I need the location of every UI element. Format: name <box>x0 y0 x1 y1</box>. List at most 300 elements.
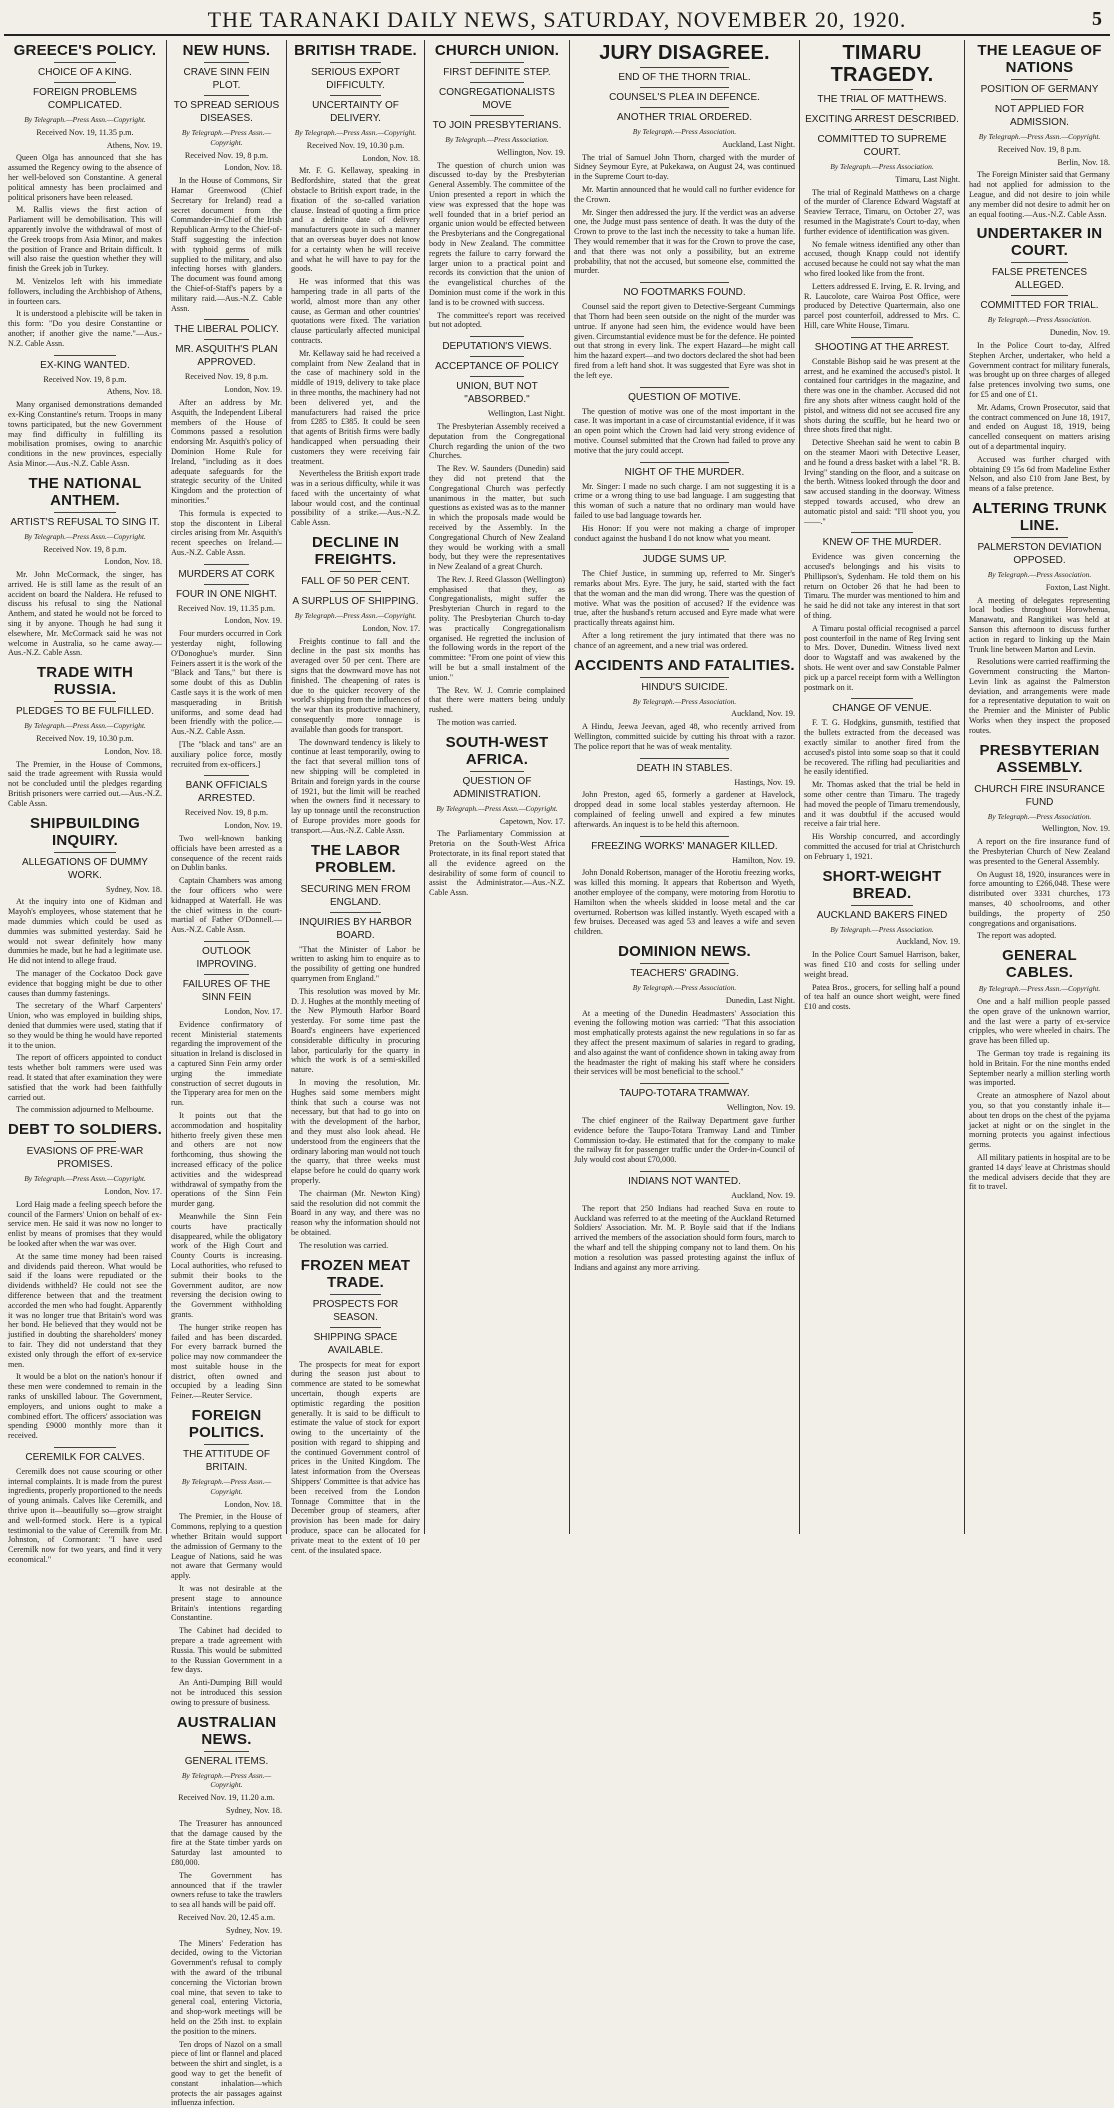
news-article <box>574 836 795 937</box>
article-subheading: EVASIONS OF PRE-WAR PROMISES. <box>26 1146 144 1171</box>
article-paragraph: Dunedin, Nov. 19. <box>1049 328 1110 338</box>
article-headline: SOUTH-WEST AFRICA. <box>445 733 549 768</box>
divider-rule <box>330 879 382 880</box>
article-subheading: FALSE PRETENCES ALLEGED. <box>991 267 1088 292</box>
divider-rule <box>204 339 248 340</box>
article-paragraph: Evidence confirmatory of recent Ministerial statements regarding the improvement of the situation in Ireland is disclosed in a captured Sinn Fein army order urging the immediate construction of secret dugouts in the Tipperary area for men on the run. <box>171 1019 282 1108</box>
article-paragraph: Wellington, Nov. 19. <box>496 147 565 157</box>
article-paragraph: In the Police Court to-day, Alfred Stephen Archer, undertaker, who held a Government contract for military funerals, was brought up on three charges of alleged false pretences involving two sums, one for £5 and one of £1. <box>969 340 1110 399</box>
article-subheading: CHANGE OF VENUE. <box>832 703 932 715</box>
article-paragraph: Capetown, Nov. 17. <box>499 816 565 826</box>
article-paragraph: Detective Sheehan said he went to cabin B on the steamer Maori with Detective Leaser, and he found a dress basket with a label "R. B. Irving" standing on the floor, and a suitcase on the berth. Witness looked through the door and saw accused standing in the doorway. Witness stepped towards accused, who drew an automatic pistol and said: "I'll shoot you, you——." <box>804 438 960 526</box>
article-subheading: CONGREGATIONALISTS MOVE <box>439 87 555 111</box>
article-paragraph: Auckland, Nov. 19. <box>896 937 960 947</box>
article-paragraph: The downward tendency is likely to continue at least temporarily, owing to the fact that several million tons of new shipping will be completed in Britain and foreign yards in the course of 1921, but the limit will be reached when the owners find it necessary to lay up tonnage until the reconstruction of Europe provides more goods for transport.—Aus.-N.Z. Cable Assn. <box>291 737 420 835</box>
divider-rule <box>640 549 728 550</box>
article-headline: BRITISH TRADE. <box>294 42 417 59</box>
article-subheading: KNEW OF THE MURDER. <box>822 537 942 549</box>
article-paragraph: The Presbyterian Assembly received a deputation from the Congregational Church regarding the union of the two Churches. <box>429 421 565 461</box>
article-paragraph: London, Nov. 17. <box>104 1186 162 1196</box>
divider-rule <box>640 963 728 964</box>
divider-rule <box>54 701 116 702</box>
divider-rule <box>1011 779 1067 780</box>
divider-rule <box>54 82 116 83</box>
article-subheading: FOREIGN PROBLEMS COMPLICATED. <box>33 87 137 111</box>
news-article <box>574 943 795 1077</box>
article-paragraph: The trial of Samuel John Thorn, charged with the murder of Sidney Seymour Eyre, at Pukekawa, on August 24, was continued in the Supreme Court to-day. <box>574 152 795 182</box>
article-paragraph: By Telegraph.—Press Association. <box>830 162 934 171</box>
article-headline: SHIPBUILDING INQUIRY. <box>30 814 140 849</box>
divider-rule <box>54 62 116 63</box>
article-paragraph: It would be a blot on the nation's honour if these men were condemned to remain in the ranks of unskilled labour. The Government, employers, and unions ought to make a combined effort. The officers' association was spending £9000 monthly more than it received. <box>8 1372 162 1441</box>
article-subheading: PROSPECTS FOR SEASON. <box>312 1298 399 1323</box>
article-paragraph: The Treasurer has announced that the damage caused by the fire at the State timber yards on Saturday last amounted to £80,000. <box>171 1818 282 1867</box>
article-paragraph: Received Nov. 20, 12.45 a.m. <box>177 1912 275 1922</box>
article-paragraph: Accused was further charged with obtaining £9 15s 6d from Madeline Esther Nelson, and also £10 from Jane Best, by means of a false pretence. <box>969 454 1110 494</box>
article-headline: TRADE WITH RUSSIA. <box>36 664 134 699</box>
divider-rule <box>640 387 728 388</box>
article-subheading: SHIPPING SPACE AVAILABLE. <box>313 1331 398 1356</box>
article-paragraph: Athens, Nov. 19. <box>106 140 162 150</box>
article-headline: DEBT TO SOLDIERS. <box>8 1121 162 1139</box>
article-paragraph: Received Nov. 19, 8 p.m. <box>184 808 269 818</box>
article-paragraph: Letters addressed E. Irving, E. R. Irving, and R. Laucolote, care Wairoa Post Office, were produced by Detective Quartermain, also one parcel post counterfoil, addressed to Mrs. C. Hill, care White House, Timaru. <box>804 281 960 330</box>
article-subheading: INQUIRIES BY HARBOR BOARD. <box>299 916 412 941</box>
news-article <box>8 815 162 1116</box>
divider-rule <box>1011 99 1067 100</box>
article-paragraph: M. Venizelos left with his immediate followers, including the Archbishop of Athens, in fourteen cars. <box>8 276 162 306</box>
article-paragraph: Sydney, Nov. 18. <box>105 884 162 894</box>
article-subheading: NIGHT OF THE MURDER. <box>624 466 745 478</box>
article-subheading: UNCERTAINTY OF DELIVERY. <box>312 100 399 124</box>
article-paragraph: This formula is expected to stop the discontent in Liberal circles arising from Mr. Asquith's recent speeches on Ireland.—Aus.-N.Z. Cable Assn. <box>171 508 282 557</box>
article-paragraph: In the House of Commons, Sir Hamar Greenwood (Chief Secretary for Ireland) read a secret document from the Commander-in-Chief of the Irish Republican Army to the Chief-of-Staff suggesting the infection with typhoid germs of milk supplied to the military, and also infecting horses with glanders. The document was found among the Chief-of-Staff's papers by a military raid.—Aus.-N.Z. Cable Assn. <box>171 176 282 313</box>
article-paragraph: By Telegraph.—Press Assn.—Copyright. <box>181 1477 272 1496</box>
article-paragraph: Mr. Adams, Crown Prosecutor, said that the contract commenced on June 18, 1917, and ended on August 18, 1919, being cancelled consequent on matters arising out of a departmental inquiry. <box>969 402 1110 451</box>
news-column <box>287 40 425 1555</box>
news-article <box>171 42 282 313</box>
article-paragraph: A meeting of delegates representing local bodies throughout Horowhenua, Manawatu, and Rangitikei was held at Sanson this afternoon to discuss further action in regard to linking up the Main Trunk line between Marton and Levin. <box>969 595 1110 654</box>
article-paragraph: The Chief Justice, in summing up, referred to Mr. Singer's remarks about Mrs. Eyre. The jury, he said, started with the fact that the woman and the man did wrong. There was the question of motive. What was the position of accused? If the evidence was true, after the husband's return accused and Eyre made what were practically threats against him. <box>574 569 795 628</box>
article-paragraph: His Worship concurred, and accordingly committed the accused for trial at Christchurch on February 1, 1921. <box>804 832 960 861</box>
divider-rule <box>640 758 728 759</box>
article-paragraph: Ceremilk does not cause scouring or other internal complaints. It is made from the purest ingredients, properly proportioned to the needs of young animals. Calves like Ceremilk, and thrive upon it—beautifully so—grow straight and well-formed stock. Here is a typical testimonial to the value of Ceremilk from Mr. Johnston, of Cormorant: "I have used Ceremilk now for two years, and find it very economical." <box>8 1466 162 1565</box>
news-article <box>969 947 1110 1192</box>
article-paragraph: Mr. Martin announced that he would call no further evidence for the Crown. <box>574 184 795 204</box>
article-paragraph: The German toy trade is regaining its hold in Britain. For the nine months ended September nearly a million sterling worth was imported. <box>969 1049 1110 1088</box>
divider-rule <box>470 115 524 116</box>
article-paragraph: Berlin, Nov. 18. <box>1057 157 1110 167</box>
article-paragraph: By Telegraph.—Press Assn.—Copyright. <box>24 531 146 541</box>
article-subheading: COUNSEL'S PLEA IN DEFENCE. <box>609 92 760 103</box>
news-article <box>804 532 960 692</box>
article-paragraph: The chief engineer of the Railway Department gave further evidence before the Taupo-Totara Tramway Land and Timber Commission to-day. He estimated that for the company to make the railway fit for passenger traffic under the Order-in-Council of July would cost about £70,000. <box>574 1115 795 1165</box>
article-subheading: AUCKLAND BAKERS FINED <box>816 909 948 921</box>
article-paragraph: By Telegraph.—Press Association. <box>987 315 1092 325</box>
article-paragraph: Received Nov. 19, 8 p.m. <box>184 150 269 160</box>
article-headline: FOREIGN POLITICS. <box>188 1407 265 1442</box>
article-paragraph: It is understood a plebiscite will be taken in this form: "Do you desire Constantine or another; if another give the name."—Aus.-N.Z. Cable Assn. <box>8 309 162 348</box>
article-paragraph: By Telegraph.—Press Association. <box>632 983 737 993</box>
article-subheading: THE TRIAL OF MATTHEWS. <box>817 94 947 105</box>
page-number: 5 <box>1092 8 1102 30</box>
divider-rule <box>640 1171 728 1172</box>
article-paragraph: F. T. G. Hodgkins, gunsmith, testified that the bullets extracted from the deceased was exactly similar to another fired from the accused's pistol into some soap so that it could be recovered. The rifling had peculiarities and he easily identified. <box>804 718 960 777</box>
divider-rule <box>204 1751 248 1752</box>
article-paragraph: The report was adopted. <box>977 931 1057 941</box>
article-paragraph: After an address by Mr. Asquith, the Independent Liberal members of the House of Commons passed a resolution endorsing Mr. Asquith's policy of Dominion Home Rule for Ireland, "including as it does adequate safeguards for the strategic security of the United Kingdom and the protection of minorities." <box>171 397 282 505</box>
divider-rule <box>204 95 248 96</box>
divider-rule <box>204 974 248 975</box>
article-paragraph: A Timaru postal official recognised a parcel post counterfoil in the name of Reg Irving sent to Mrs. Dover, Dunedin. Witness lived next door to Wagstaff and was awakened by the shots. He went over and saw Constable Palmer pick up a parcel receipt form with a Wellington postmark on it. <box>804 623 960 692</box>
article-headline: UNDERTAKER IN COURT. <box>976 225 1103 260</box>
divider-rule <box>640 67 728 68</box>
news-article <box>291 42 420 528</box>
article-paragraph: Received Nov. 19, 8 p.m. <box>997 144 1082 154</box>
article-paragraph: Received Nov. 19, 8 p.m. <box>184 372 269 382</box>
article-subheading: END OF THE THORN TRIAL. <box>618 72 751 83</box>
article-subheading: THE ATTITUDE OF BRITAIN. <box>182 1449 271 1474</box>
article-paragraph: M. Rallis views the first action of Parliament will be demobilisation. This will apparently involve the withdrawal of most of the Greek troops from Asia Minor, and makes the position of France and Britain difficult. It will also raise the question whether they will finish the Greek job in Turkey. <box>8 205 162 274</box>
article-subheading: DEPUTATION'S VIEWS. <box>442 341 552 353</box>
article-headline: CHURCH UNION. <box>434 42 560 59</box>
divider-rule <box>204 564 248 565</box>
article-subheading: EXCITING ARREST DESCRIBED. <box>805 114 959 125</box>
news-article <box>969 500 1110 736</box>
divider-rule <box>204 319 248 320</box>
article-subheading: QUESTION OF MOTIVE. <box>628 391 741 403</box>
article-subheading: GENERAL ITEMS. <box>184 1755 269 1767</box>
article-subheading: NO FOOTMARKS FOUND. <box>623 287 746 299</box>
article-paragraph: The Foreign Minister said that Germany had not applied for admission to the League, and did not desire to join while any member did not desire to admit her on an equal footing.—Aus.-N.Z. Cable Assn. <box>969 170 1110 219</box>
article-subheading: POSITION OF GERMANY <box>980 84 1099 95</box>
columns-container <box>4 40 1110 2108</box>
article-paragraph: Resolutions were carried reaffirming the Government constructing the Marton-Levin link as against the Palmerston deviation, and arrangements were made for a representative deputation to wait on the Premier and the Minister of Public Works when they inspect the proposed routes. <box>969 657 1110 735</box>
article-paragraph: Many organised demonstrations demanded ex-King Constantine's return. Troops in many towns participated, but the new Government may find difficulty in fulfilling its mobilisation promises, owing to anarchic conditions in the new provinces, especially Asia Minor.—Aus.-N.Z. Cable Assn. <box>8 400 162 468</box>
article-subheading: COMMITTED TO SUPREME COURT. <box>817 134 947 158</box>
news-article <box>171 1714 282 2108</box>
article-paragraph: Athens, Nov. 18. <box>106 387 162 397</box>
news-column <box>570 40 800 1534</box>
news-article <box>574 758 795 830</box>
article-paragraph: Patea Bros., grocers, for selling half a pound of tea half an ounce short weight, were fined £10 and costs. <box>804 982 960 1012</box>
article-paragraph: By Telegraph.—Press Association. <box>632 127 737 136</box>
divider-rule <box>54 512 116 513</box>
article-subheading: ARTIST'S REFUSAL TO SING IT. <box>10 516 160 528</box>
article-paragraph: Sydney, Nov. 19. <box>225 1925 282 1935</box>
article-subheading: HINDU'S SUICIDE. <box>641 681 728 693</box>
article-paragraph: London, Nov. 18. <box>224 1499 282 1509</box>
article-paragraph: By Telegraph.—Press Association. <box>632 696 737 706</box>
article-paragraph: Hamilton, Nov. 19. <box>732 855 795 865</box>
article-paragraph: Auckland, Nov. 19. <box>731 1190 795 1200</box>
article-paragraph: Wellington, Nov. 19. <box>726 1103 795 1113</box>
divider-rule <box>330 912 382 913</box>
article-paragraph: The Rev. W. Saunders (Dunedin) said they did not pretend that the Congregational Church was perfectly unanimous in the matter, but such questions as existed was as to the manner in which the proposals made would be received by the Assembly. In the Congregational Church of New Zealand they would be working with a small body, but they were the representatives in New Zealand of a great Church. <box>429 464 565 572</box>
article-paragraph: London, Nov. 19. <box>224 821 282 831</box>
article-paragraph: London, Nov. 18. <box>104 557 162 567</box>
article-paragraph: Received Nov. 19, 11.20 a.m. <box>178 1793 275 1803</box>
article-paragraph: Received Nov. 19, 8 p.m. <box>43 374 127 384</box>
article-subheading: TO JOIN PRESBYTERIANS. <box>432 120 562 131</box>
divider-rule <box>330 1294 382 1295</box>
divider-rule <box>204 1444 248 1445</box>
divider-rule <box>640 107 728 108</box>
news-article <box>171 941 282 1401</box>
divider-rule <box>330 591 382 592</box>
article-paragraph: Received Nov. 19, 10.30 p.m. <box>36 734 134 744</box>
article-paragraph: The chairman (Mr. Newton King) said the resolution did not commit the Board in any way, and there was no reason why the information should not be obtained. <box>291 1188 420 1237</box>
article-subheading: EX-KING WANTED. <box>40 359 130 371</box>
news-article <box>291 534 420 836</box>
article-paragraph: London, Nov. 17. <box>224 1007 282 1016</box>
news-article <box>804 42 960 331</box>
news-article <box>8 1121 162 1441</box>
article-paragraph: London, Nov. 19. <box>224 616 282 626</box>
article-subheading: A SURPLUS OF SHIPPING. <box>292 596 419 608</box>
article-paragraph: Mr. Kellaway said he had received a complaint from New Zealand that in the case of machinery sold in the middle of 1919, delivery to take place in three months, the machinery had not been delivered yet, and the manufacturers had raised the price from £285 to £385. It could be seen that agents of British firms were badly handicapped when persuading their customers they were receiving fair treatment. <box>291 348 420 466</box>
news-article <box>291 842 420 1251</box>
news-article <box>804 337 960 527</box>
article-subheading: FOUR IN ONE NIGHT. <box>175 588 278 600</box>
news-article <box>429 42 565 330</box>
news-column <box>167 40 287 2108</box>
article-subheading: ANOTHER TRIAL ORDERED. <box>616 112 753 123</box>
article-paragraph: The Rev. J. Reed Glasson (Wellington) emphasised that they, as Congregationalists, might suffer the Presbyterian Church in regard to the polity. The Presbyterian Church to-day was practically Congregationalism organised. He regretted the inclusion of the following words in the report of the committee: "From one point of view this will be but a small instalment of the union." <box>429 574 565 682</box>
article-paragraph: Received Nov. 19, 11.35 p.m. <box>36 127 134 137</box>
article-paragraph: By Telegraph.—Press Association. <box>987 569 1092 579</box>
article-paragraph: The secretary of the Wharf Carpenters' Union, who was employed in building ships, denied that dummies were used, stating that if so they would be thing he would have reported it to the union. <box>8 1001 162 1050</box>
news-article <box>8 1447 162 1565</box>
article-paragraph: By Telegraph.—Press Assn.—Copyright. <box>24 115 146 124</box>
divider-rule <box>851 89 913 90</box>
divider-rule <box>640 462 728 463</box>
article-headline: TIMARU TRAGEDY. <box>830 42 934 86</box>
divider-rule <box>330 571 382 572</box>
article-paragraph: By Telegraph.—Press Assn.—Copyright. <box>181 128 272 147</box>
article-paragraph: Evidence was given concerning the accused's belongings and his visits to Phillipson's, Sydenham. He told them on his return on October 26 that he had been to Timaru. The murder was mentioned to him and he said he did not take any interest in that sort of thing. <box>804 552 960 621</box>
article-paragraph: A Hindu, Jeewa Jeevan, aged 48, who recently arrived from Wellington, committed suicide by cutting his throat with a razor. The police report that he was of weak mentality. <box>574 722 795 751</box>
news-article <box>574 42 795 276</box>
article-headline: JURY DISAGREE. <box>599 42 770 64</box>
article-subheading: NOT APPLIED FOR ADMISSION. <box>994 104 1085 128</box>
news-article <box>171 564 282 770</box>
article-subheading: INDIANS NOT WANTED. <box>628 1175 741 1187</box>
news-article <box>291 1257 420 1556</box>
article-subheading: ALLEGATIONS OF DUMMY WORK. <box>22 856 148 881</box>
article-paragraph: Wellington, Last Night. <box>487 409 565 419</box>
divider-rule <box>851 337 913 338</box>
news-column <box>4 40 167 1565</box>
article-headline: ACCIDENTS AND FATALITIES. <box>574 656 795 674</box>
article-paragraph: One and a half million people passed the open grave of the unknown warrior, and the last were a party of ex-service cripples, who were wheeled in chairs. The grave has been filled up. <box>969 997 1110 1046</box>
article-paragraph: It was not desirable at the present stage to announce Britain's intentions regarding Constantine. <box>171 1584 282 1623</box>
article-subheading: CHURCH FIRE INSURANCE FUND <box>974 783 1105 808</box>
divider-rule <box>1011 262 1067 263</box>
article-subheading: FIRST DEFINITE STEP. <box>443 67 551 78</box>
article-paragraph: In moving the resolution, Mr. Hughes said some members might think that such a course was not necessary, but that had to go into on with the development of the harbor, and they must also look ahead. He understood from the engineers that the ordinary laboring man would not touch the quarry, that three weeks must elapse before he could do quarry work properly. <box>291 1077 420 1185</box>
divider-rule <box>470 62 524 63</box>
article-headline: DECLINE IN FREIGHTS. <box>311 534 399 569</box>
article-subheading: TEACHERS' GRADING. <box>630 968 739 980</box>
news-article <box>8 664 162 808</box>
article-paragraph: The manager of the Cockatoo Dock gave evidence that bogging might be due to other causes than dummy fastenings. <box>8 969 162 998</box>
article-paragraph: On August 18, 1920, insurances were in force amounting to £266,048. These were distributed over 3331 churches, 173 manses, 40 schoolrooms, and other buildings, the property of 250 congregations and organisations. <box>969 869 1110 928</box>
article-headline: PRESBYTERIAN ASSEMBLY. <box>979 741 1100 776</box>
article-paragraph: The report that 250 Indians had reached Suva en route to Auckland was referred to at the meeting of the Auckland Returned Soldiers' Association. Mr. M. P. Boyle said that if the Indians arrived the members of the association should form fours, march to the wharf and tell the shipping company not to land them. On his motion a resolution was passed protesting against the influx of Indians and against any more arriving. <box>574 1203 795 1272</box>
article-paragraph: After a long retirement the jury intimated that there was no chance of an agreement, and a new trial was ordered. <box>574 631 795 650</box>
article-paragraph: By Telegraph.—Press Association. <box>830 924 934 934</box>
article-paragraph: Freights continue to fall and the decline in the past six months has averaged over 50 per cent. There are signs that the downward move has not finished. The cheapening of rates is due to the quicker recovery of the world's shipping from the influences of the war than its productive machinery, consequently more tonnage is available than goods for transport. <box>291 636 420 734</box>
article-paragraph: The prospects for meat for export during the season just about to commence are stated to be somewhat uncertain, though experts are optimistic regarding the position generally. It is said to be difficult to estimate the value of stock for export owing to the uncertainty of the position with regard to shipping and the continued Government control of prices in the United Kingdom. The latest information from the Overseas Shippers' Committee is that advice has been received from the London Tonnage Committee that in the December group of steamers, after provision has been made for dairy produce, space can be allocated for private meat to the extent of 10 per cent. of the insulated space. <box>291 1359 420 1555</box>
divider-rule <box>1011 295 1067 296</box>
article-subheading: ACCEPTANCE OF POLICY <box>435 361 559 373</box>
article-paragraph: The trial of Reginald Matthews on a charge of the murder of Clarence Edward Wagstaff at Seaview Terrace, Timaru, on October 27, was resumed in the Magistrate's Court to-day, when further evidence of identification was given. <box>804 187 960 236</box>
article-paragraph: Received Nov. 19, 8 p.m. <box>43 544 127 554</box>
news-article <box>804 868 960 1012</box>
article-headline: NEW HUNS. <box>182 42 271 59</box>
article-paragraph: Queen Olga has announced that she has assumed the Regency owing to the absence of her well-beloved son Constantine. A general political amnesty has been proclaimed and political prisoners have been released. <box>8 153 162 202</box>
article-paragraph: London, Nov. 18. <box>362 153 420 163</box>
article-paragraph: Foxton, Last Night. <box>1045 582 1110 592</box>
article-paragraph: Auckland, Last Night. <box>722 139 795 149</box>
article-headline: GREECE'S POLICY. <box>13 42 157 59</box>
article-paragraph: By Telegraph.—Press Assn.—Copyright. <box>436 803 558 813</box>
news-article <box>8 42 162 349</box>
article-paragraph: Dunedin, Last Night. <box>725 995 795 1005</box>
article-headline: ALTERING TRUNK LINE. <box>971 499 1107 534</box>
article-headline: THE LEAGUE OF NATIONS <box>977 42 1102 76</box>
article-paragraph: A report on the fire insurance fund of the Presbyterian Church of New Zealand was presented to the General Assembly. <box>969 837 1110 866</box>
news-column <box>965 40 1114 1534</box>
divider-rule <box>470 376 524 377</box>
article-headline: THE LABOR PROBLEM. <box>310 841 401 876</box>
news-article <box>574 1083 795 1165</box>
divider-rule <box>851 532 913 533</box>
article-paragraph: By Telegraph.—Press Association. <box>445 135 549 144</box>
article-paragraph: Mr. Singer then addressed the jury. If the verdict was an adverse one, the Judge must pass sentence of death. It was the duty of the Crown to prove to the last inch the necessity to take a human life. They would remember that it was for the Crown to prove the case, and that there was not only a possibility, but an extreme probability, that not the accused, but someone else, committed the murder. <box>574 207 795 276</box>
article-paragraph: The question of church union was discussed to-day by the Presbyterian General Assembly. The committee of the Union presented a report in which the view was expressed that the hope was well founded that in a brief period an organic union would be effected between the Presbyterians and the Congregational body in New Zealand. The committee regrets the failure to carry forward the larger union to a practical point and records its conviction that the union of the evangelistical churches of the Dominion must come if the work in this land is to be crowned with success. <box>429 160 565 307</box>
article-paragraph: By Telegraph.—Press Association. <box>987 811 1092 821</box>
divider-rule <box>640 282 728 283</box>
article-paragraph: The Government has announced that if the trawler owners refuse to take the trawlers to sea all hands will be paid off. <box>171 1870 282 1910</box>
article-subheading: SERIOUS EXPORT DIFFICULTY. <box>311 67 400 91</box>
article-headline: DOMINION NEWS. <box>618 943 751 961</box>
divider-rule <box>1011 79 1067 80</box>
article-paragraph: Received Nov. 19, 11.35 p.m. <box>177 603 276 613</box>
article-subheading: FAILURES OF THE SINN FEIN <box>182 979 271 1003</box>
article-headline: GENERAL CABLES. <box>1002 947 1077 982</box>
article-paragraph: Counsel said the report given to Detective-Sergeant Cummings that Thorn had been seen outside on the night of the murder was untrue. If anyone had seen him, the evidence would have been given. Circumstantial evidence must be for the defence. He pointed out that strong in every link. The expert Hazard—he might call him the hazard expert—and two doctors declared the shot had been fired from a left hand shot. It was suggested that Eyre was shot in the left eye. <box>574 302 795 380</box>
article-paragraph: The Premier, in the House of Commons, said the trade agreement with Russia would not be concluded until the pledges regarding British prisoners were carried out.—Aus.-N.Z. Cable Assn. <box>8 759 162 808</box>
article-subheading: BANK OFFICIALS ARRESTED. <box>185 780 268 805</box>
news-article <box>969 42 1110 219</box>
divider-rule <box>640 87 728 88</box>
article-subheading: JUDGE SUMS UP. <box>642 554 727 566</box>
article-paragraph: It points out that the accommodation and hospitality hitherto freely given these men and others are not now forthcoming, thus showing the increased efficacy of the police activities and the widespread withdrawal of sympathy from the operations of the Sinn Fein murder gang. <box>171 1110 282 1209</box>
news-article <box>574 657 795 752</box>
divider-rule <box>204 941 248 942</box>
divider-rule <box>330 1327 382 1328</box>
news-article <box>574 282 795 380</box>
article-paragraph: Received Nov. 19, 10.30 p.m. <box>306 140 405 150</box>
article-paragraph: By Telegraph.—Press Assn.—Copyright. <box>294 128 417 137</box>
article-paragraph: Sydney, Nov. 18. <box>225 1806 282 1815</box>
article-headline: FROZEN MEAT TRADE. <box>300 1256 411 1291</box>
article-subheading: OUTLOOK IMPROVING. <box>196 946 257 970</box>
news-article <box>574 462 795 544</box>
article-paragraph: John Donald Robertson, manager of the Horotiu freezing works, was killed this morning. It appears that Robertson and Wyeth, another employee of the company, were motoring from Horotiu to Hamilton when the wheels skidded in loose metal and the car overturned. Robertson was killed instantly. Wyeth escaped with a few bruises. Deceased was aged 53 and leaves a wife and seven children. <box>574 868 795 937</box>
article-subheading: QUESTION OF ADMINISTRATION. <box>453 775 541 800</box>
article-paragraph: Ten drops of Nazol on a small piece of lint or flannel and placed between the shirt and singlet, is a good way to get the benefit of constant inhalation—which protects the air passages against influenza infection. <box>171 2039 282 2108</box>
divider-rule <box>851 129 913 130</box>
article-paragraph: London, Nov. 18. <box>224 163 282 173</box>
article-paragraph: Timaru, Last Night. <box>895 174 960 184</box>
article-subheading: CRAVE SINN FEIN PLOT. <box>183 67 270 91</box>
divider-rule <box>470 82 524 83</box>
article-subheading: THE LIBERAL POLICY. <box>174 324 279 336</box>
article-subheading: TO SPREAD SERIOUS DISEASES. <box>173 100 280 124</box>
article-paragraph: The question of motive was one of the most important in the case. It was important in a case of circumstantial evidence, if it was an open point which the Crown had laid very strong evidence of motive. Counsel submitted that the Crown had failed to prove any motive that the jury could accept. <box>574 406 795 455</box>
article-paragraph: All military patients in hospital are to be granted 14 days' leave at Christmas should the medical advisers decide that they are fit to travel. <box>969 1152 1110 1192</box>
article-subheading: MURDERS AT CORK <box>178 568 275 580</box>
article-paragraph: London, Nov. 17. <box>362 623 420 633</box>
article-paragraph: Meanwhile the Sinn Fein courts have practically disappeared, while the obligatory work of the High Court and County Courts is increasing. Local authorities, who refused to submit their books to the Government auditor, are now reversing the decision owing to the Government withholding grants. <box>171 1211 282 1319</box>
article-paragraph: By Telegraph.—Press Assn.—Copyright. <box>978 132 1101 141</box>
article-headline: AUSTRALIAN NEWS. <box>176 1713 277 1748</box>
divider-rule <box>470 336 524 337</box>
news-article <box>574 1171 795 1272</box>
article-subheading: FALL OF 50 PER CENT. <box>301 576 410 588</box>
article-paragraph: By Telegraph.—Press Assn.—Copyright. <box>24 721 146 731</box>
article-paragraph: Nevertheless the British export trade was in a serious difficulty, while it was faced with the uncertainty of what labour would cost, and the continual possibility of a strike.—Aus.-N.Z. Cable Assn. <box>291 469 420 528</box>
article-subheading: COMMITTED FOR TRIAL. <box>980 300 1099 312</box>
divider-rule <box>204 775 248 776</box>
article-paragraph: John Preston, aged 65, formerly a gardener at Havelock, dropped dead in some local stables yesterday afternoon. He complained of feeling unwell and expired a few minutes afterwards. An inquest is to be held this afternoon. <box>574 790 795 829</box>
article-paragraph: Four murders occurred in Cork yesterday night, following O'Donoghue's murder. Sinn Feiners assert it is the work of the "Black and Tans," but there is some doubt of this as Dublin Castle says it is the work of men masquerading in British uniforms, and some dead had been friendly with the police.—Aus.-N.Z. Cable Assn. <box>171 629 282 737</box>
article-subheading: CEREMILK FOR CALVES. <box>25 1451 145 1463</box>
divider-rule <box>470 356 524 357</box>
article-paragraph: The motion was carried. <box>437 718 517 728</box>
news-article <box>171 319 282 557</box>
divider-rule <box>54 355 116 356</box>
article-paragraph: By Telegraph.—Press Assn.—Copyright. <box>181 1770 272 1790</box>
article-paragraph: In the Police Court Samuel Harrison, baker, was fined £10 and costs for selling under weight bread. <box>804 950 960 979</box>
article-subheading: PALMERSTON DEVIATION OPPOSED. <box>977 541 1102 566</box>
article-paragraph: London, Nov. 18. <box>104 746 162 756</box>
divider-rule <box>640 836 728 837</box>
news-column <box>800 40 965 1534</box>
news-article <box>8 355 162 469</box>
article-paragraph: This resolution was moved by Mr. D. J. Hughes at the monthly meeting of the New Plymouth Harbor Board yesterday. For some time past the Board's engineers have experienced considerable difficulty in procuring labor, particularly for the quarry in which the work is of a semi-skilled nature. <box>291 986 420 1075</box>
article-subheading: SECURING MEN FROM ENGLAND. <box>300 883 411 908</box>
divider-rule <box>851 905 913 906</box>
article-paragraph: Mr. F. G. Kellaway, speaking in Bedfordshire, stated that the great obstacle to British export trade, in the fixation of the so-called variation clause. Instead of quoting a firm price and a definite date of delivery manufacturers quote in such a manner that an overseas buyer does not know for a certainty when he will receive and what he will have to pay for the goods. <box>291 166 420 274</box>
article-paragraph: The Parliamentary Commission at Pretoria on the South-West Africa Protectorate, in its final report stated that all the evidence agreed on the desirability of some form of council to assist the Administrator.—Aus.-N.Z. Cable Assn. <box>429 829 565 898</box>
article-paragraph: [The "black and tans" are an auxiliary police force, mostly recruited from ex-officers.] <box>171 740 282 769</box>
article-paragraph: The committee's report was received but not adopted. <box>429 310 565 330</box>
article-paragraph: Wellington, Nov. 19. <box>1041 824 1110 834</box>
divider-rule <box>54 852 116 853</box>
article-headline: THE NATIONAL ANTHEM. <box>28 474 142 509</box>
divider-rule <box>851 698 913 699</box>
article-subheading: TAUPO-TOTARA TRAMWAY. <box>619 1088 750 1100</box>
article-paragraph: No female witness identified any other than accused, though Knapp could not identify accused because he could not say what the man who fired looked like from the front. <box>804 239 960 278</box>
article-subheading: FREEZING WORKS' MANAGER KILLED. <box>591 840 778 852</box>
article-paragraph: By Telegraph.—Press Assn.—Copyright. <box>24 1174 146 1184</box>
article-paragraph: Captain Chambers was among the four officers who were kidnapped at Waterfall. He was the chief witness in the court-martial of Father O'Donnell.—Aus.-N.Z. Cable Assn. <box>171 876 282 935</box>
article-subheading: MR. ASQUITH'S PLAN APPROVED. <box>175 344 278 369</box>
